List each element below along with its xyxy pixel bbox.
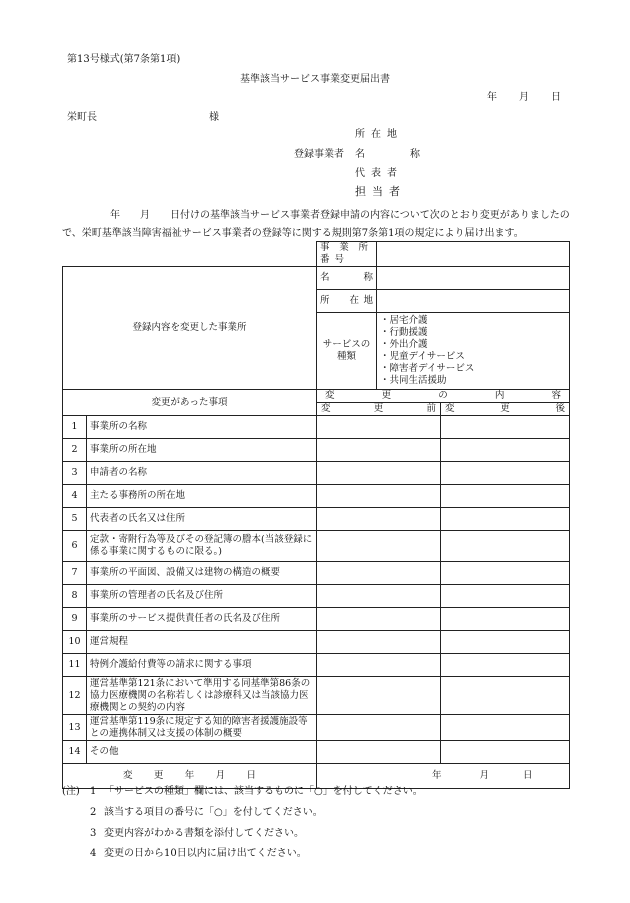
service-option[interactable]: ・行動援護 xyxy=(380,327,428,338)
item-number[interactable]: 8 xyxy=(63,585,87,608)
table-row xyxy=(63,462,570,485)
table-row xyxy=(63,531,570,562)
before-change-field[interactable] xyxy=(317,485,441,508)
item-number[interactable]: 6 xyxy=(63,531,87,562)
before-change-field[interactable] xyxy=(317,608,441,631)
item-description: 主たる事務所の所在地 xyxy=(87,485,317,508)
item-description: その他 xyxy=(87,741,317,764)
item-number[interactable]: 10 xyxy=(63,631,87,654)
before-change-header: 変更前 xyxy=(317,403,441,416)
office-address-field[interactable] xyxy=(377,290,570,313)
after-change-field[interactable] xyxy=(441,439,570,462)
table-row xyxy=(63,677,570,715)
note-text: 該当する項目の番号に「○」を付してください。 xyxy=(104,807,323,818)
table-row xyxy=(63,608,570,631)
table-row xyxy=(63,715,570,741)
office-address-label: 所 在 地 xyxy=(317,290,377,313)
name-char-b: 称 xyxy=(410,149,420,160)
date-month-label: 月 xyxy=(519,92,529,103)
note-text: 「サービスの種類」欄には、該当するものに「○」を付してください。 xyxy=(104,786,423,797)
registrant-representative-label: 代表者 xyxy=(355,168,403,179)
note-number: 2 xyxy=(90,807,97,818)
item-description: 特例介護給付費等の請求に関する事項 xyxy=(87,654,317,677)
office-name-label: 名 称 xyxy=(317,267,377,290)
item-description: 定款・寄附行為等及びその登記簿の謄本(当該登録に係る事業に関するものに限る。) xyxy=(87,531,317,562)
note-prefix: (注) xyxy=(62,786,80,797)
item-description: 運営基準第119条に規定する知的障害者援護施設等との連携体制又は支援の体制の概要 xyxy=(87,715,317,741)
service-option[interactable]: ・共同生活援助 xyxy=(380,375,447,386)
addressee-honorific: 様 xyxy=(209,112,219,123)
office-number-field[interactable] xyxy=(377,242,570,267)
before-change-field[interactable] xyxy=(317,741,441,764)
before-change-field[interactable] xyxy=(317,585,441,608)
before-change-field[interactable] xyxy=(317,439,441,462)
change-content-header: 変更の内容 xyxy=(317,390,570,403)
item-number[interactable]: 13 xyxy=(63,715,87,741)
table-row xyxy=(63,562,570,585)
note-number: 1 xyxy=(90,786,97,797)
office-number-label: 事業所番号 xyxy=(317,242,377,267)
note-item xyxy=(62,803,323,818)
registrant-address-label: 所在地 xyxy=(355,129,403,140)
service-option[interactable]: ・児童デイサービス xyxy=(380,351,465,362)
table-row xyxy=(63,741,570,764)
after-change-field[interactable] xyxy=(441,462,570,485)
service-type-label: サービスの種類 xyxy=(317,313,377,390)
table-row xyxy=(63,631,570,654)
item-number[interactable]: 9 xyxy=(63,608,87,631)
change-report-table xyxy=(62,241,570,789)
table-row xyxy=(63,585,570,608)
after-change-field[interactable] xyxy=(441,654,570,677)
note-item xyxy=(62,782,423,797)
note-number: 4 xyxy=(90,848,97,859)
after-change-field[interactable] xyxy=(441,608,570,631)
document-title: 基準該当サービス事業変更届出書 xyxy=(240,74,390,85)
item-description: 申請者の名称 xyxy=(87,462,317,485)
service-option[interactable]: ・居宅介護 xyxy=(380,315,428,326)
change-date-field[interactable]: 年 月 日 xyxy=(317,764,570,789)
before-change-field[interactable] xyxy=(317,654,441,677)
registrant-label: 登録事業者 xyxy=(294,149,344,160)
after-change-field[interactable] xyxy=(441,531,570,562)
addressee-name: 栄町長 xyxy=(67,112,97,123)
before-change-field[interactable] xyxy=(317,416,441,439)
after-change-field[interactable] xyxy=(441,741,570,764)
item-description: 事業所の管理者の氏名及び住所 xyxy=(87,585,317,608)
service-option[interactable]: ・障害者デイサービス xyxy=(380,363,475,374)
date-day-label: 日 xyxy=(551,92,561,103)
after-change-field[interactable] xyxy=(441,677,570,715)
table-row xyxy=(63,508,570,531)
before-change-field[interactable] xyxy=(317,462,441,485)
item-description: 事業所の名称 xyxy=(87,416,317,439)
service-type-list xyxy=(377,313,570,390)
item-number[interactable]: 3 xyxy=(63,462,87,485)
item-number[interactable]: 14 xyxy=(63,741,87,764)
item-description: 事業所の平面図、設備又は建物の構造の概要 xyxy=(87,562,317,585)
after-change-field[interactable] xyxy=(441,715,570,741)
change-date-label: 変更年月日 xyxy=(63,764,317,789)
note-item xyxy=(62,824,304,839)
name-char-a: 名 xyxy=(355,149,365,160)
declaration-paragraph: 年 月 日付けの基準該当サービス事業者登録申請の内容について次のとおり変更がありましたので、栄町基準該当障害福祉サービス事業者の登録等に関する規則第7条第1項の規定により届け出ます。 xyxy=(62,210,570,239)
table-row xyxy=(63,485,570,508)
registrant-name-label xyxy=(355,145,420,160)
before-change-field[interactable] xyxy=(317,508,441,531)
item-description: 事業所のサービス提供責任者の氏名及び住所 xyxy=(87,608,317,631)
note-number: 3 xyxy=(90,828,97,839)
item-description: 運営基準第121条において準用する同基準第86条の協力医療機関の名称若しくは診療科又は当該協力医療機関との契約の内容 xyxy=(87,677,317,715)
table-row xyxy=(63,416,570,439)
item-description: 事業所の所在地 xyxy=(87,439,317,462)
note-text: 変更の日から10日以内に届け出てください。 xyxy=(104,848,307,859)
before-change-field[interactable] xyxy=(317,531,441,562)
note-item xyxy=(62,844,307,859)
item-description: 運営規程 xyxy=(87,631,317,654)
table-row xyxy=(63,439,570,462)
note-text: 変更内容がわかる書類を添付してください。 xyxy=(104,828,304,839)
before-change-field[interactable] xyxy=(317,562,441,585)
after-change-field[interactable] xyxy=(441,631,570,654)
form-number: 第13号様式(第7条第1項) xyxy=(67,54,181,65)
item-description: 代表者の氏名又は住所 xyxy=(87,508,317,531)
after-change-field[interactable] xyxy=(441,562,570,585)
table-row xyxy=(63,654,570,677)
service-option[interactable]: ・外出介護 xyxy=(380,339,428,350)
registrant-person-label: 担当者 xyxy=(355,185,406,198)
item-number[interactable]: 7 xyxy=(63,562,87,585)
addressee xyxy=(67,108,219,123)
after-change-field[interactable] xyxy=(441,485,570,508)
date-year-label: 年 xyxy=(487,92,497,103)
after-change-field[interactable] xyxy=(441,508,570,531)
item-number[interactable]: 2 xyxy=(63,439,87,462)
office-section-label: 登録内容を変更した事業所 xyxy=(63,267,317,390)
before-change-field[interactable] xyxy=(317,631,441,654)
item-number[interactable]: 1 xyxy=(63,416,87,439)
after-change-header: 変更後 xyxy=(441,403,570,416)
item-number[interactable]: 5 xyxy=(63,508,87,531)
after-change-field[interactable] xyxy=(441,416,570,439)
after-change-field[interactable] xyxy=(441,585,570,608)
before-change-field[interactable] xyxy=(317,677,441,715)
office-name-field[interactable] xyxy=(377,267,570,290)
item-number[interactable]: 4 xyxy=(63,485,87,508)
submission-date xyxy=(487,88,561,103)
item-number[interactable]: 11 xyxy=(63,654,87,677)
before-change-field[interactable] xyxy=(317,715,441,741)
item-number[interactable]: 12 xyxy=(63,677,87,715)
changed-item-header: 変更があった事項 xyxy=(63,390,317,416)
blank-corner xyxy=(63,242,317,267)
